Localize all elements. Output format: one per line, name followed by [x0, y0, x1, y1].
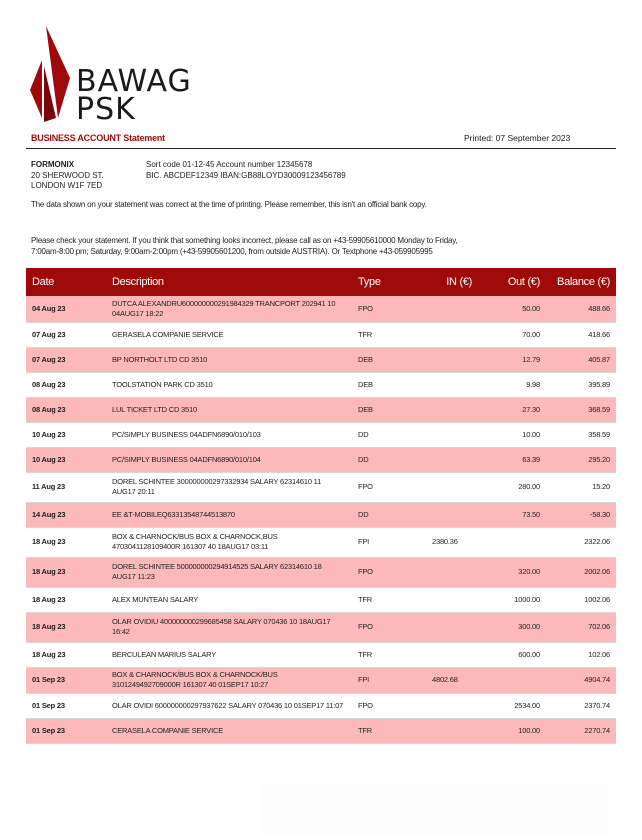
table-row: [26, 667, 616, 693]
row-in-amount: [418, 557, 478, 587]
row-type: DD: [352, 447, 418, 472]
table-row: [26, 527, 616, 557]
customer-address: [31, 160, 104, 192]
customer-name: FORMONIX: [31, 160, 75, 169]
row-date: 18 Aug 23: [26, 642, 106, 667]
row-in-amount: [418, 642, 478, 667]
row-out-amount: 300.00: [478, 612, 546, 642]
row-balance: 2270.74: [546, 718, 616, 743]
row-type: TFR: [352, 718, 418, 743]
row-out-amount: 70.00: [478, 322, 546, 347]
address-line2: LONDON W1F 7ED: [31, 181, 103, 190]
column-header-description: Description: [106, 268, 352, 296]
row-balance: 1002.06: [546, 587, 616, 612]
row-out-amount: 100.00: [478, 718, 546, 743]
row-date: 08 Aug 23: [26, 372, 106, 397]
table-row: [26, 322, 616, 347]
table-row: [26, 472, 616, 502]
row-in-amount: [418, 347, 478, 372]
row-type: FPO: [352, 296, 418, 322]
row-balance: 2370.74: [546, 693, 616, 718]
row-in-amount: [418, 447, 478, 472]
row-balance: 358.59: [546, 422, 616, 447]
address-line1: 20 SHERWOOD ST.: [31, 170, 104, 180]
row-type: FPO: [352, 612, 418, 642]
table-row: [26, 718, 616, 743]
row-type: FPO: [352, 693, 418, 718]
row-in-amount: [418, 296, 478, 322]
row-balance: 4904.74: [546, 667, 616, 693]
table-row: [26, 587, 616, 612]
table-row: [26, 397, 616, 422]
bank-logo: [30, 26, 210, 127]
table-row: [26, 447, 616, 472]
contact-notice: Please check your statement. If you think that something looks incorrect, please call as on +43-59905610000 Monday to Friday, 7:00am-8:00 pm; Saturday, 9:00am-2:00pm (+43-59905601200, from outside AUSTRIA). Or Textphone +43-059905995: [31, 236, 458, 256]
row-balance: 488.66: [546, 296, 616, 322]
column-header-in: IN (€): [418, 268, 478, 296]
row-type: FPO: [352, 472, 418, 502]
bank-name-line2: PSK: [76, 92, 136, 127]
table-header-row: [26, 268, 616, 296]
row-date: 11 Aug 23: [26, 472, 106, 502]
row-description: ALEX MUNTEAN SALARY: [106, 587, 352, 612]
row-description: LUL TICKET LTD CD 3510: [106, 397, 352, 422]
statement-title: BUSINESS ACCOUNT Statement: [31, 133, 165, 143]
row-in-amount: [418, 502, 478, 527]
row-date: 10 Aug 23: [26, 422, 106, 447]
bank-name-line1: BAWAG: [76, 64, 192, 99]
account-details: [146, 160, 346, 181]
column-header-type: Type: [352, 268, 418, 296]
row-type: TFR: [352, 642, 418, 667]
row-out-amount: 1000.00: [478, 587, 546, 612]
row-description: EE &T-MOBILEQ63313548744513870: [106, 502, 352, 527]
row-description: PC/SIMPLY BUSINESS 04ADFN6890/010/103: [106, 422, 352, 447]
row-date: 07 Aug 23: [26, 322, 106, 347]
row-description: BOX & CHARNOCK/BUS BOX & CHARNOCK,BUS 4703041128109400R 161307 40 18AUG17 03:11: [106, 527, 352, 557]
row-in-amount: [418, 693, 478, 718]
row-balance: 102.06: [546, 642, 616, 667]
row-in-amount: 4802.68: [418, 667, 478, 693]
row-in-amount: 2380.36: [418, 527, 478, 557]
row-balance: 15.20: [546, 472, 616, 502]
row-out-amount: [478, 527, 546, 557]
row-description: OLAR OVIDI 600000000297937622 SALARY 070436 10 01SEP17 11:07: [106, 693, 352, 718]
row-in-amount: [418, 372, 478, 397]
row-type: DEB: [352, 397, 418, 422]
row-type: FPI: [352, 667, 418, 693]
row-balance: 368.59: [546, 397, 616, 422]
row-in-amount: [418, 322, 478, 347]
row-date: 01 Sep 23: [26, 693, 106, 718]
row-type: DD: [352, 502, 418, 527]
row-type: FPO: [352, 557, 418, 587]
row-out-amount: 63.39: [478, 447, 546, 472]
table-row: [26, 502, 616, 527]
table-row: [26, 296, 616, 322]
row-date: 18 Aug 23: [26, 612, 106, 642]
row-type: DD: [352, 422, 418, 447]
table-row: [26, 557, 616, 587]
row-out-amount: 27.30: [478, 397, 546, 422]
row-description: OLAR OVIDIU 400000000299685458 SALARY 070436 10 18AUG17 16:42: [106, 612, 352, 642]
row-balance: 295.20: [546, 447, 616, 472]
header-divider: [26, 148, 616, 149]
row-balance: 395.89: [546, 372, 616, 397]
row-description: PC/SIMPLY BUSINESS 04ADFN6890/010/104: [106, 447, 352, 472]
row-date: 07 Aug 23: [26, 347, 106, 372]
column-header-date: Date: [26, 268, 106, 296]
row-description: DUTCA ALEXANDRU600000000291984329 TRANCPORT 202941 10 04AUG17 18:22: [106, 296, 352, 322]
row-in-amount: [418, 397, 478, 422]
table-row: [26, 612, 616, 642]
row-balance: 702.06: [546, 612, 616, 642]
row-type: TFR: [352, 322, 418, 347]
row-date: 01 Sep 23: [26, 667, 106, 693]
row-in-amount: [418, 472, 478, 502]
printed-date: Printed: 07 September 2023: [464, 133, 571, 143]
table-row: [26, 347, 616, 372]
row-description: BP NORTHOLT LTD CD 3510: [106, 347, 352, 372]
faded-watermark: [258, 784, 608, 834]
table-row: [26, 372, 616, 397]
row-out-amount: 12.79: [478, 347, 546, 372]
row-out-amount: 10.00: [478, 422, 546, 447]
row-date: 18 Aug 23: [26, 557, 106, 587]
bank-logo-mark-icon: [30, 26, 76, 122]
row-out-amount: 73.50: [478, 502, 546, 527]
account-line2: BIC. ABCDEF12349 IBAN:GB88LOYD30009123456789: [146, 170, 346, 180]
row-date: 14 Aug 23: [26, 502, 106, 527]
account-line1: Sort code 01-12-45 Account number 12345678: [146, 160, 313, 169]
row-date: 01 Sep 23: [26, 718, 106, 743]
row-type: TFR: [352, 587, 418, 612]
row-type: DEB: [352, 347, 418, 372]
row-balance: 2322.06: [546, 527, 616, 557]
row-balance: 405.87: [546, 347, 616, 372]
row-out-amount: [478, 667, 546, 693]
row-description: GERASELA COMPANIE SERVICE: [106, 322, 352, 347]
row-in-amount: [418, 718, 478, 743]
table-row: [26, 693, 616, 718]
row-balance: -58.30: [546, 502, 616, 527]
row-description: DOREL SCHINTEE 500000000294914525 SALARY 62314610 18 AUG17 11:23: [106, 557, 352, 587]
column-header-out: Out (€): [478, 268, 546, 296]
row-out-amount: 600.00: [478, 642, 546, 667]
row-type: DEB: [352, 372, 418, 397]
row-in-amount: [418, 422, 478, 447]
bank-name: [76, 64, 192, 127]
row-out-amount: 9.98: [478, 372, 546, 397]
row-description: CERASELA COMPANIE SERVICE: [106, 718, 352, 743]
row-in-amount: [418, 612, 478, 642]
row-balance: 2002.06: [546, 557, 616, 587]
row-date: 10 Aug 23: [26, 447, 106, 472]
row-out-amount: 50.00: [478, 296, 546, 322]
row-description: TOOLSTATION PARK CD 3510: [106, 372, 352, 397]
row-date: 18 Aug 23: [26, 587, 106, 612]
row-out-amount: 320.00: [478, 557, 546, 587]
row-date: 04 Aug 23: [26, 296, 106, 322]
row-type: FPI: [352, 527, 418, 557]
row-out-amount: 2534.00: [478, 693, 546, 718]
row-description: DOREL SCHINTEE 300000000297332934 SALARY 62314610 11 AUG17 20:11: [106, 472, 352, 502]
table-row: [26, 642, 616, 667]
row-description: BERCULEAN MARIUS SALARY: [106, 642, 352, 667]
correctness-notice: The data shown on your statement was correct at the time of printing. Please remember, this isn't an official bank copy.: [31, 200, 427, 209]
row-in-amount: [418, 587, 478, 612]
column-header-balance: Balance (€): [546, 268, 616, 296]
row-date: 08 Aug 23: [26, 397, 106, 422]
row-date: 18 Aug 23: [26, 527, 106, 557]
row-description: BOX & CHARNOCK/BUS BOX & CHARNOCK/BUS 3101249492709000R 161307 40 01SEP17 10:27: [106, 667, 352, 693]
table-row: [26, 422, 616, 447]
row-balance: 418.66: [546, 322, 616, 347]
row-out-amount: 280.00: [478, 472, 546, 502]
transactions-table: [26, 268, 616, 744]
